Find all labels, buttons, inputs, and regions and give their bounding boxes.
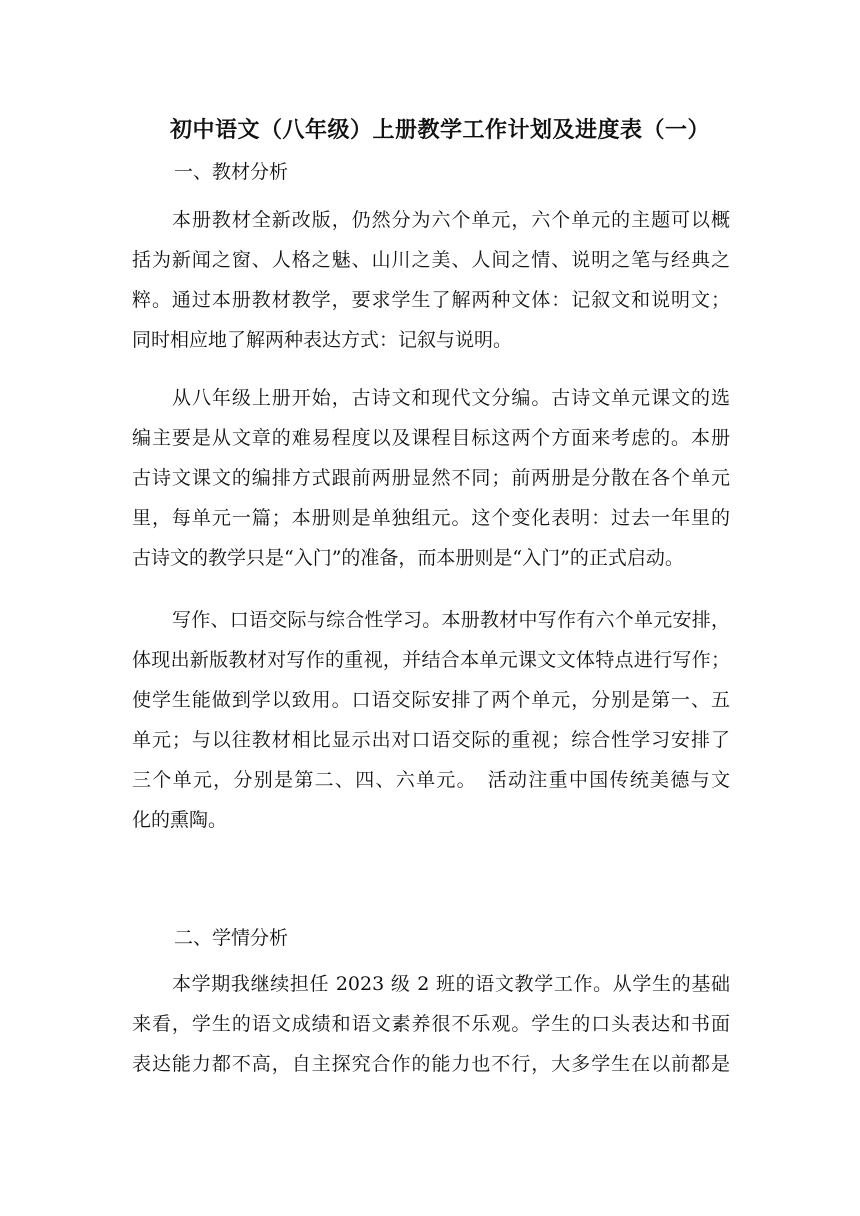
text-line: 本册教材全新改版，仍然分为六个单元，六个单元的主题可以概	[172, 209, 730, 231]
text-line: 表达能力都不高，自主探究合作的能力也不行，大多学生在以前都是	[132, 1053, 730, 1075]
paragraph-classical-poetry	[132, 378, 730, 578]
text-line: 本学期我继续担任 2023 级 2 班的语文教学工作。从学生的基础	[172, 973, 730, 995]
text-line: 单元；与以往教材相比显示出对口语交际的重视；综合性学习安排了	[132, 729, 730, 751]
section-heading-textbook-analysis: 一、教材分析	[174, 161, 289, 183]
text-line: 化的熏陶。	[132, 809, 228, 831]
text-line: 使学生能做到学以致用。口语交际安排了两个单元，分别是第一、五	[132, 689, 730, 711]
text-line: 从八年级上册开始，古诗文和现代文分编。古诗文单元课文的选	[172, 387, 730, 409]
text-line: 里，每单元一篇；本册则是单独组元。这个变化表明：过去一年里的	[132, 507, 730, 529]
document-title: 初中语文（八年级）上册教学工作计划及进度表（一）	[169, 117, 710, 143]
text-line: 编主要是从文章的难易程度以及课程目标这两个方面来考虑的。本册	[132, 427, 730, 449]
text-line: 括为新闻之窗、人格之魅、山川之美、人间之情、说明之笔与经典之	[132, 249, 730, 271]
text-line: 三个单元，分别是第二、四、六单元。 活动注重中国传统美德与文	[132, 769, 730, 791]
paragraph-writing-speaking	[132, 600, 730, 840]
text-line: 体现出新版教材对写作的重视，并结合本单元课文文体特点进行写作；	[132, 649, 730, 671]
text-line: 同时相应地了解两种表达方式：记叙与说明。	[132, 329, 513, 351]
text-line: 古诗文的教学只是“入门”的准备，而本册则是“入门”的正式启动。	[132, 547, 684, 569]
text-line: 古诗文课文的编排方式跟前两册显然不同；前两册是分散在各个单元	[132, 467, 730, 489]
text-line: 写作、口语交际与综合性学习。本册教材中写作有六个单元安排，	[172, 609, 730, 631]
paragraph-textbook-overview	[132, 200, 730, 360]
paragraph-student-situation	[132, 964, 730, 1084]
section-heading-student-analysis: 二、学情分析	[174, 927, 289, 949]
text-line: 来看，学生的语文成绩和语文素养很不乐观。学生的口头表达和书面	[132, 1013, 730, 1035]
text-line: 粹。通过本册教材教学，要求学生了解两种文体：记叙文和说明文；	[132, 289, 730, 311]
